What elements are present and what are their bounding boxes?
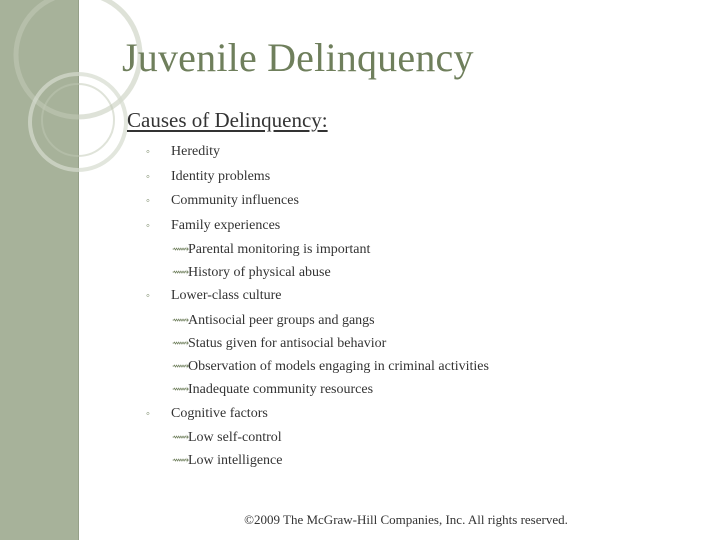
copyright-footer: ©2009 The McGraw-Hill Companies, Inc. All rights reserved. [244,512,568,527]
bullet-item [146,140,706,165]
sub-bullet-item [146,355,706,378]
bullet-text: Community influences [171,193,299,208]
bullet-text: Parental monitoring is important [188,242,371,257]
sub-bullet-item [146,449,706,472]
curly-arrow-bullet-icon: ⟿ [172,312,190,327]
bullet-text: Observation of models engaging in criminal activities [188,359,489,375]
bullet-text: Family experiences [171,217,281,233]
sub-bullet-item [146,309,706,332]
circle-bullet-icon: ◦ [146,407,150,420]
curly-arrow-bullet-icon: ⟿ [172,359,190,374]
circle-bullet-icon: ◦ [146,195,150,207]
circle-bullet-icon: ◦ [146,170,150,183]
left-sidebar-band [0,0,79,540]
sub-bullet-item [146,378,706,401]
bullet-text: Identity problems [171,168,271,184]
sub-bullet-item [146,261,706,284]
bullet-item [146,402,706,427]
bullet-item [146,165,706,190]
bullet-text: History of physical abuse [188,265,331,281]
slide-subtitle: Causes of Delinquency: [127,108,328,132]
curly-arrow-bullet-icon: ⟿ [172,430,190,445]
slide-title: Juvenile Delinquency [122,35,474,80]
bullet-text: Heredity [171,144,220,159]
bullet-text: Cognitive factors [171,405,268,421]
curly-arrow-bullet-icon: ⟿ [172,336,190,351]
bullet-text: Inadequate community resources [188,382,374,398]
circle-bullet-icon: ◦ [146,219,150,232]
sub-bullet-item [146,426,706,449]
bullet-list [146,140,706,473]
bullet-text: Lower-class culture [171,288,282,304]
circle-bullet-icon: ◦ [146,146,150,158]
curly-arrow-bullet-icon: ⟿ [172,453,190,468]
curly-arrow-bullet-icon: ⟿ [172,382,190,397]
bullet-text: Low intelligence [188,453,283,469]
bullet-text: Antisocial peer groups and gangs [188,312,375,328]
sub-bullet-item [146,238,706,261]
bullet-text: Low self-control [188,430,282,446]
bullet-item [146,214,706,239]
bullet-item [146,189,706,214]
bullet-text: Status given for antisocial behavior [188,336,387,352]
circle-bullet-icon: ◦ [146,290,150,303]
curly-arrow-bullet-icon: ⟿ [172,242,190,256]
curly-arrow-bullet-icon: ⟿ [172,265,190,280]
bullet-item [146,284,706,309]
sub-bullet-item [146,332,706,355]
